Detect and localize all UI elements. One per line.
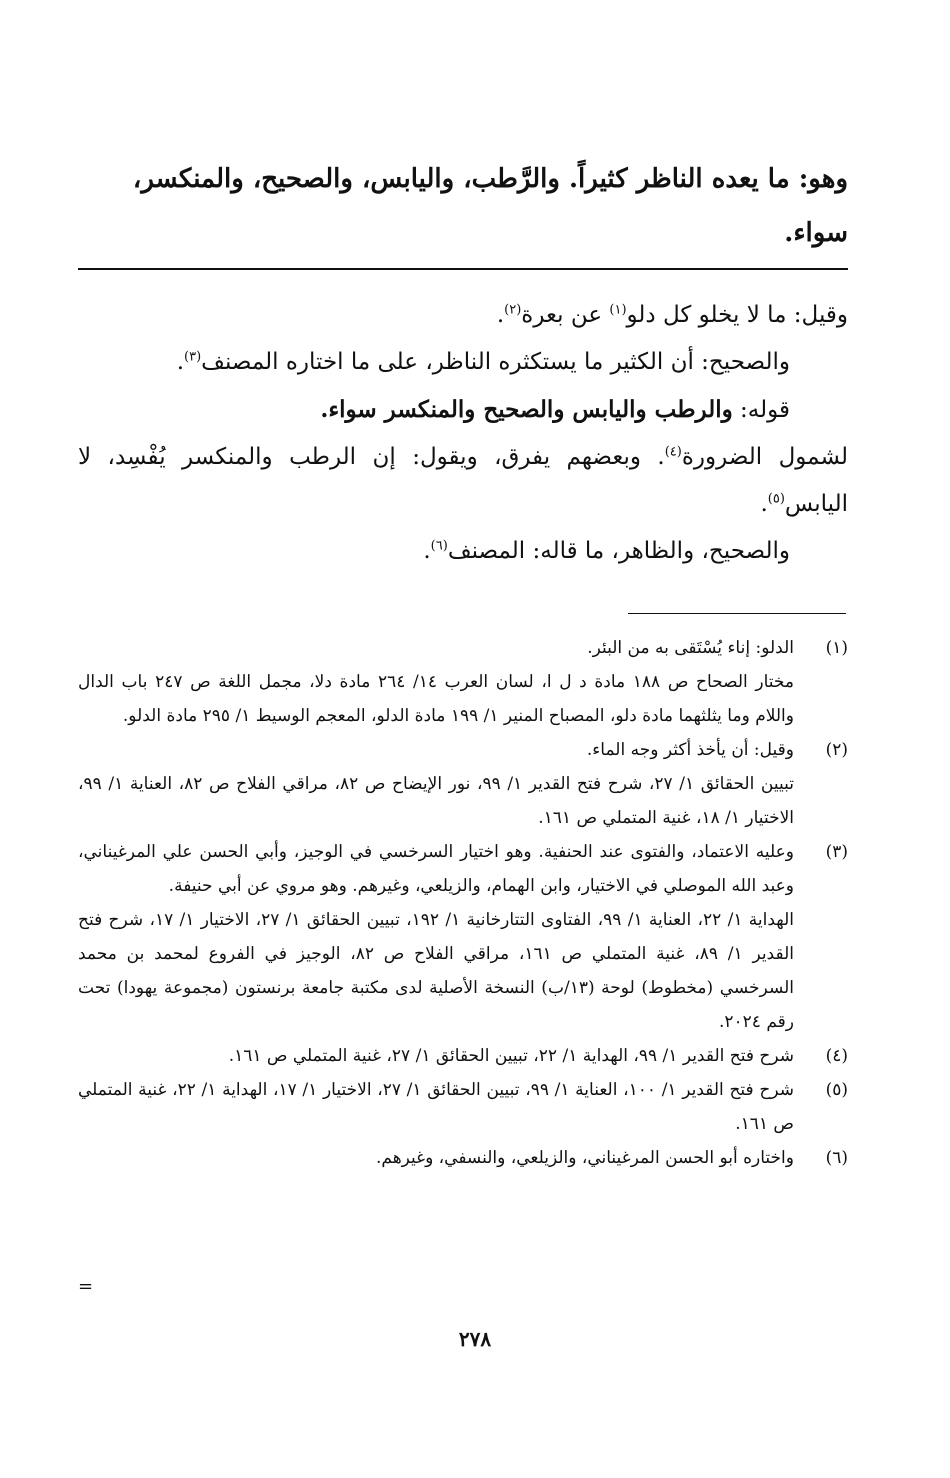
footnote-divider bbox=[628, 613, 846, 614]
commentary-paragraph bbox=[78, 292, 848, 339]
commentary-text: . bbox=[176, 349, 184, 375]
footnote-body bbox=[78, 1073, 794, 1141]
footnote-number: (٥) bbox=[825, 1080, 848, 1100]
footnote-body bbox=[78, 631, 794, 733]
footnote-reference: (٣) bbox=[184, 349, 202, 365]
footnote-text: الدلو: إناء يُسْتَقى به من البئر. bbox=[587, 638, 794, 658]
footnote-text: الهداية ١/ ٢٢، العناية ١/ ٩٩، الفتاوى التتارخانية ١/ ١٩٢، تبيين الحقائق ١/ ٢٧، الاختيار ١/ ١٧، شرح فتح القدير ١/ ٨٩، غنية المتملي ص ١٦١، مراقي الفلاح ص ٨٢، الوجيز في الفروع لمحمد بن محمد السرخسي (مخطوط) لوحة (١٣/ب) النسخة الأصلية لدى مكتبة جامعة برنستون (مجموعة يهودا) تحت رقم ٢٠٢٤. bbox=[78, 910, 795, 1032]
footnote-body bbox=[78, 733, 794, 835]
footnote-reference: (٤) bbox=[664, 444, 682, 460]
commentary-text: والصحيح: أن الكثير ما يستكثره الناظر، على ما اختاره المصنف bbox=[201, 349, 790, 375]
footnote bbox=[78, 1039, 848, 1073]
footnote-text: وقيل: أن يأخذ أكثر وجه الماء. bbox=[586, 740, 794, 760]
footnote bbox=[78, 835, 848, 1039]
continuation-mark: = bbox=[78, 1276, 94, 1297]
footnotes bbox=[78, 631, 848, 1175]
footnote bbox=[78, 631, 848, 733]
commentary-paragraph bbox=[78, 528, 848, 575]
footnote-text: واختاره أبو الحسن المرغيناني، والزيلعي، والنسفي، وغيرهم. bbox=[375, 1148, 794, 1168]
footnote-text: وعليه الاعتماد، والفتوى عند الحنفية. وهو اختيار السرخسي في الوجيز، وأبي الحسن علي المرغيناني، وعبد الله الموصلي في الاختيار، وابن الهمام، والزيلعي، وغيرهم. وهو مروي عن أبي حنيفة. bbox=[78, 842, 794, 896]
main-text-line: وهو: ما يعده الناظر كثيراً. والرَّطب، واليابس، والصحيح، والمنكسر، bbox=[132, 164, 848, 194]
quote-prefix: قوله: bbox=[732, 397, 790, 423]
page-number: ٢٧٨ bbox=[458, 1327, 492, 1351]
main-text-line: سواء. bbox=[784, 218, 848, 248]
footnote-text: شرح فتح القدير ١/ ١٠٠، العناية ١/ ٩٩، تبيين الحقائق ١/ ٢٧، الاختيار ١/ ١٧، الهداية ١/ ٢٢، غنية المتملي ص ١٦١. bbox=[78, 1080, 794, 1134]
commentary-text: . bbox=[423, 538, 431, 564]
commentary-paragraph bbox=[78, 386, 848, 434]
commentary-text: لشمول الضرورة bbox=[681, 444, 848, 470]
footnote-reference: (٥) bbox=[767, 491, 785, 507]
footnote bbox=[78, 733, 848, 835]
commentary-text: وقيل: ما لا يخلو كل دلو bbox=[626, 302, 848, 328]
commentary bbox=[78, 292, 848, 575]
footnote-reference: (٦) bbox=[430, 538, 448, 554]
commentary-text: عن بعرة bbox=[521, 302, 610, 328]
footnote-reference: (٢) bbox=[504, 302, 522, 318]
footnote bbox=[78, 1141, 848, 1175]
footnote-text: شرح فتح القدير ١/ ٩٩، الهداية ١/ ٢٢، تبيين الحقائق ١/ ٢٧، غنية المتملي ص ١٦١. bbox=[228, 1046, 794, 1066]
footnote-body bbox=[78, 835, 794, 1039]
footnote bbox=[78, 1073, 848, 1141]
footnote-number: (٢) bbox=[825, 740, 848, 760]
commentary-text: . bbox=[496, 302, 505, 328]
footnote-body bbox=[78, 1141, 794, 1175]
commentary-paragraph bbox=[78, 339, 848, 386]
footnote-number: (٦) bbox=[825, 1148, 848, 1168]
footnote-number: (٣) bbox=[825, 842, 848, 862]
footnote-text: تبيين الحقائق ١/ ٢٧، شرح فتح القدير ١/ ٩٩، نور الإيضاح ص ٨٢، مراقي الفلاح ص ٨٢، العناية ١/ ٩٩، الاختيار ١/ ١٨، غنية المتملي ص ١٦١. bbox=[78, 774, 794, 828]
footnote-reference: (١) bbox=[609, 302, 627, 318]
commentary-paragraph bbox=[78, 434, 848, 528]
commentary-text: والصحيح، والظاهر، ما قاله: المصنف bbox=[447, 538, 790, 564]
main-text-divider bbox=[78, 268, 848, 270]
footnote-number: (١) bbox=[825, 638, 848, 658]
footnote-number: (٤) bbox=[825, 1046, 848, 1066]
footnote-body bbox=[78, 1039, 794, 1073]
commentary-text: . bbox=[760, 491, 768, 517]
footnote-text: مختار الصحاح ص ١٨٨ مادة د ل ا، لسان العرب ١٤/ ٢٦٤ مادة دلا، مجمل اللغة ص ٢٤٧ باب الدال واللام وما يثلثهما مادة دلو، المصباح المنير ١/ ١٩٩ مادة الدلو، المعجم الوسيط ١/ ٢٩٥ مادة الدلو. bbox=[78, 672, 794, 726]
commentary-text: . وبعضهم يفرق، ويقول: إن الرطب والمنكسر يُفْسِد، لا اليابس bbox=[78, 444, 848, 517]
main-text bbox=[78, 152, 848, 260]
quoted-text: والرطب واليابس والصحيح والمنكسر سواء. bbox=[320, 396, 733, 423]
